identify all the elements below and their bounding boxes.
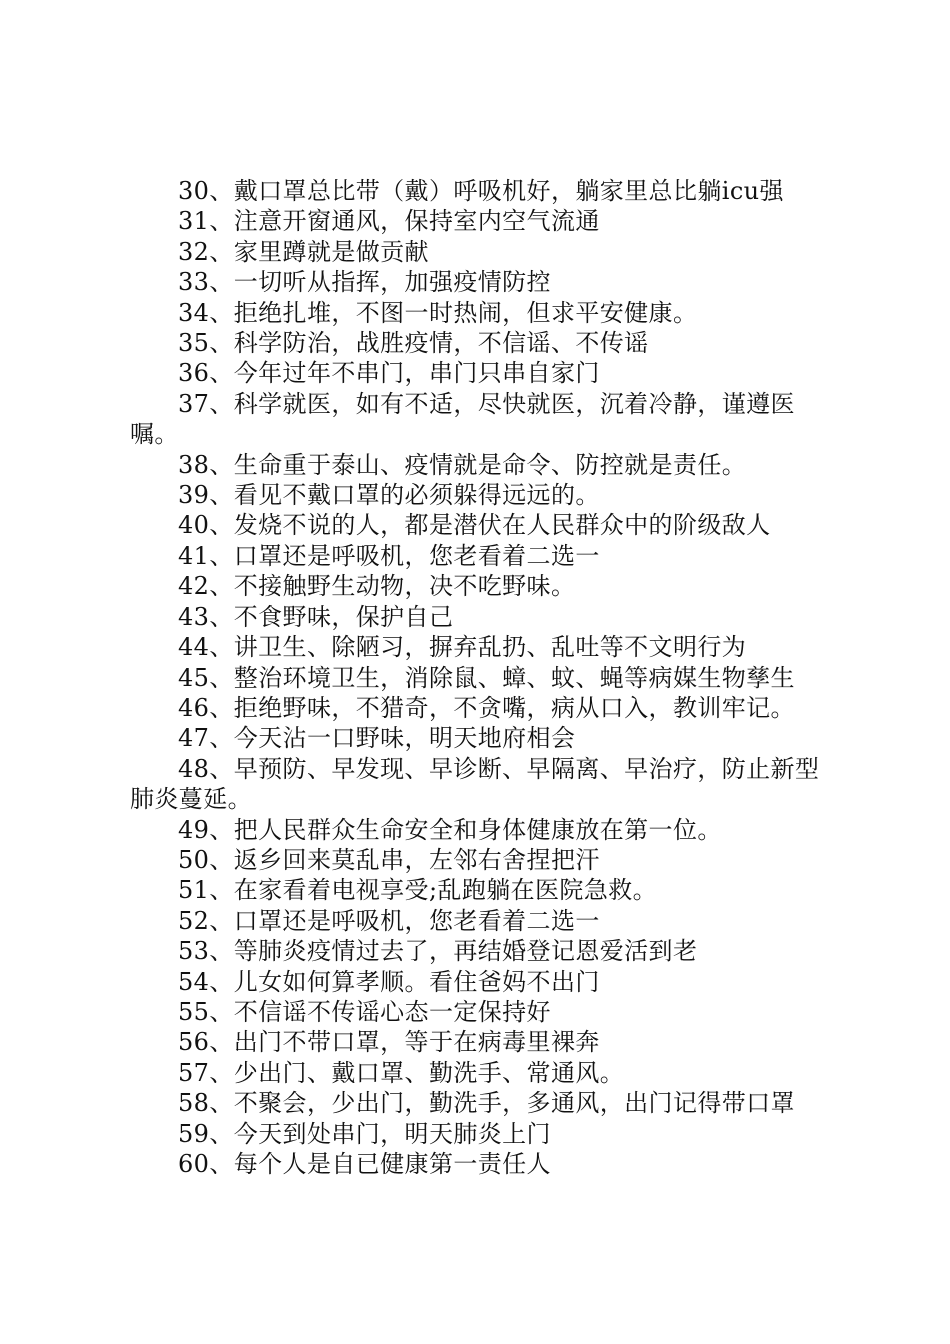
list-item: 42、不接触野生动物，决不吃野味。 [178,572,576,601]
list-item: 53、等肺炎疫情过去了，再结婚登记恩爱活到老 [178,937,698,966]
list-item: 46、拒绝野味，不猎奇，不贪嘴，病从口入，教训牢记。 [178,693,795,722]
list-item: 52、口罩还是呼吸机，您老看着二选一 [178,906,600,935]
list-item: 34、拒绝扎堆，不图一时热闹，但求平安健康。 [178,298,698,327]
list-item: 60、每个人是自已健康第一责任人 [178,1150,551,1178]
list-item: 55、不信谣不传谣心态一定保持好 [178,997,551,1026]
list-item: 43、不食野味，保护自己 [178,602,454,631]
list-item: 51、在家看着电视享受;乱跑躺在医院急救。 [178,876,658,905]
list-item: 56、出门不带口罩，等于在病毒里裸奔 [178,1028,600,1057]
list-item: 48、早预防、早发现、早诊断、早隔离、早治疗，防止新型肺炎蔓延。 [130,754,820,814]
list-item: 33、一切听从指挥，加强疫情防控 [178,268,551,297]
list-item: 31、注意开窗通风，保持室内空气流通 [178,207,600,236]
list-item: 38、生命重于泰山、疫情就是命令、防控就是责任。 [178,450,747,479]
list-item: 59、今天到处串门，明天肺炎上门 [178,1119,551,1148]
list-item: 36、今年过年不串门，串门只串自家门 [178,359,600,388]
list-item: 58、不聚会，少出门，勤洗手，多通风，出门记得带口罩 [178,1089,795,1118]
list-item: 41、口罩还是呼吸机，您老看着二选一 [178,541,600,570]
list-item: 44、讲卫生、除陋习，摒弃乱扔、乱吐等不文明行为 [178,633,747,662]
list-item: 50、返乡回来莫乱串，左邻右舍捏把汗 [178,845,600,874]
list-item: 39、看见不戴口罩的必须躲得远远的。 [178,481,600,510]
list-item: 45、整治环境卫生，消除鼠、蟑、蚊、蝇等病媒生物孳生 [178,663,795,692]
list-item: 32、家里蹲就是做贡献 [178,237,429,266]
list-item: 35、科学防治，战胜疫情，不信谣、不传谣 [178,329,649,358]
list-item: 30、戴口罩总比带（戴）呼吸机好，躺家里总比躺icu强 [178,177,784,205]
list-item: 57、少出门、戴口罩、勤洗手、常通风。 [178,1058,625,1087]
document-body [130,176,830,1179]
list-item: 54、儿女如何算孝顺。看住爸妈不出门 [178,967,600,996]
list-item: 40、发烧不说的人，都是潜伏在人民群众中的阶级敌人 [178,511,771,540]
list-item: 49、把人民群众生命安全和身体健康放在第一位。 [178,815,722,844]
list-item: 37、科学就医，如有不适，尽快就医，沉着冷静，谨遵医嘱。 [130,389,795,449]
list-item: 47、今天沾一口野味，明天地府相会 [178,724,576,753]
